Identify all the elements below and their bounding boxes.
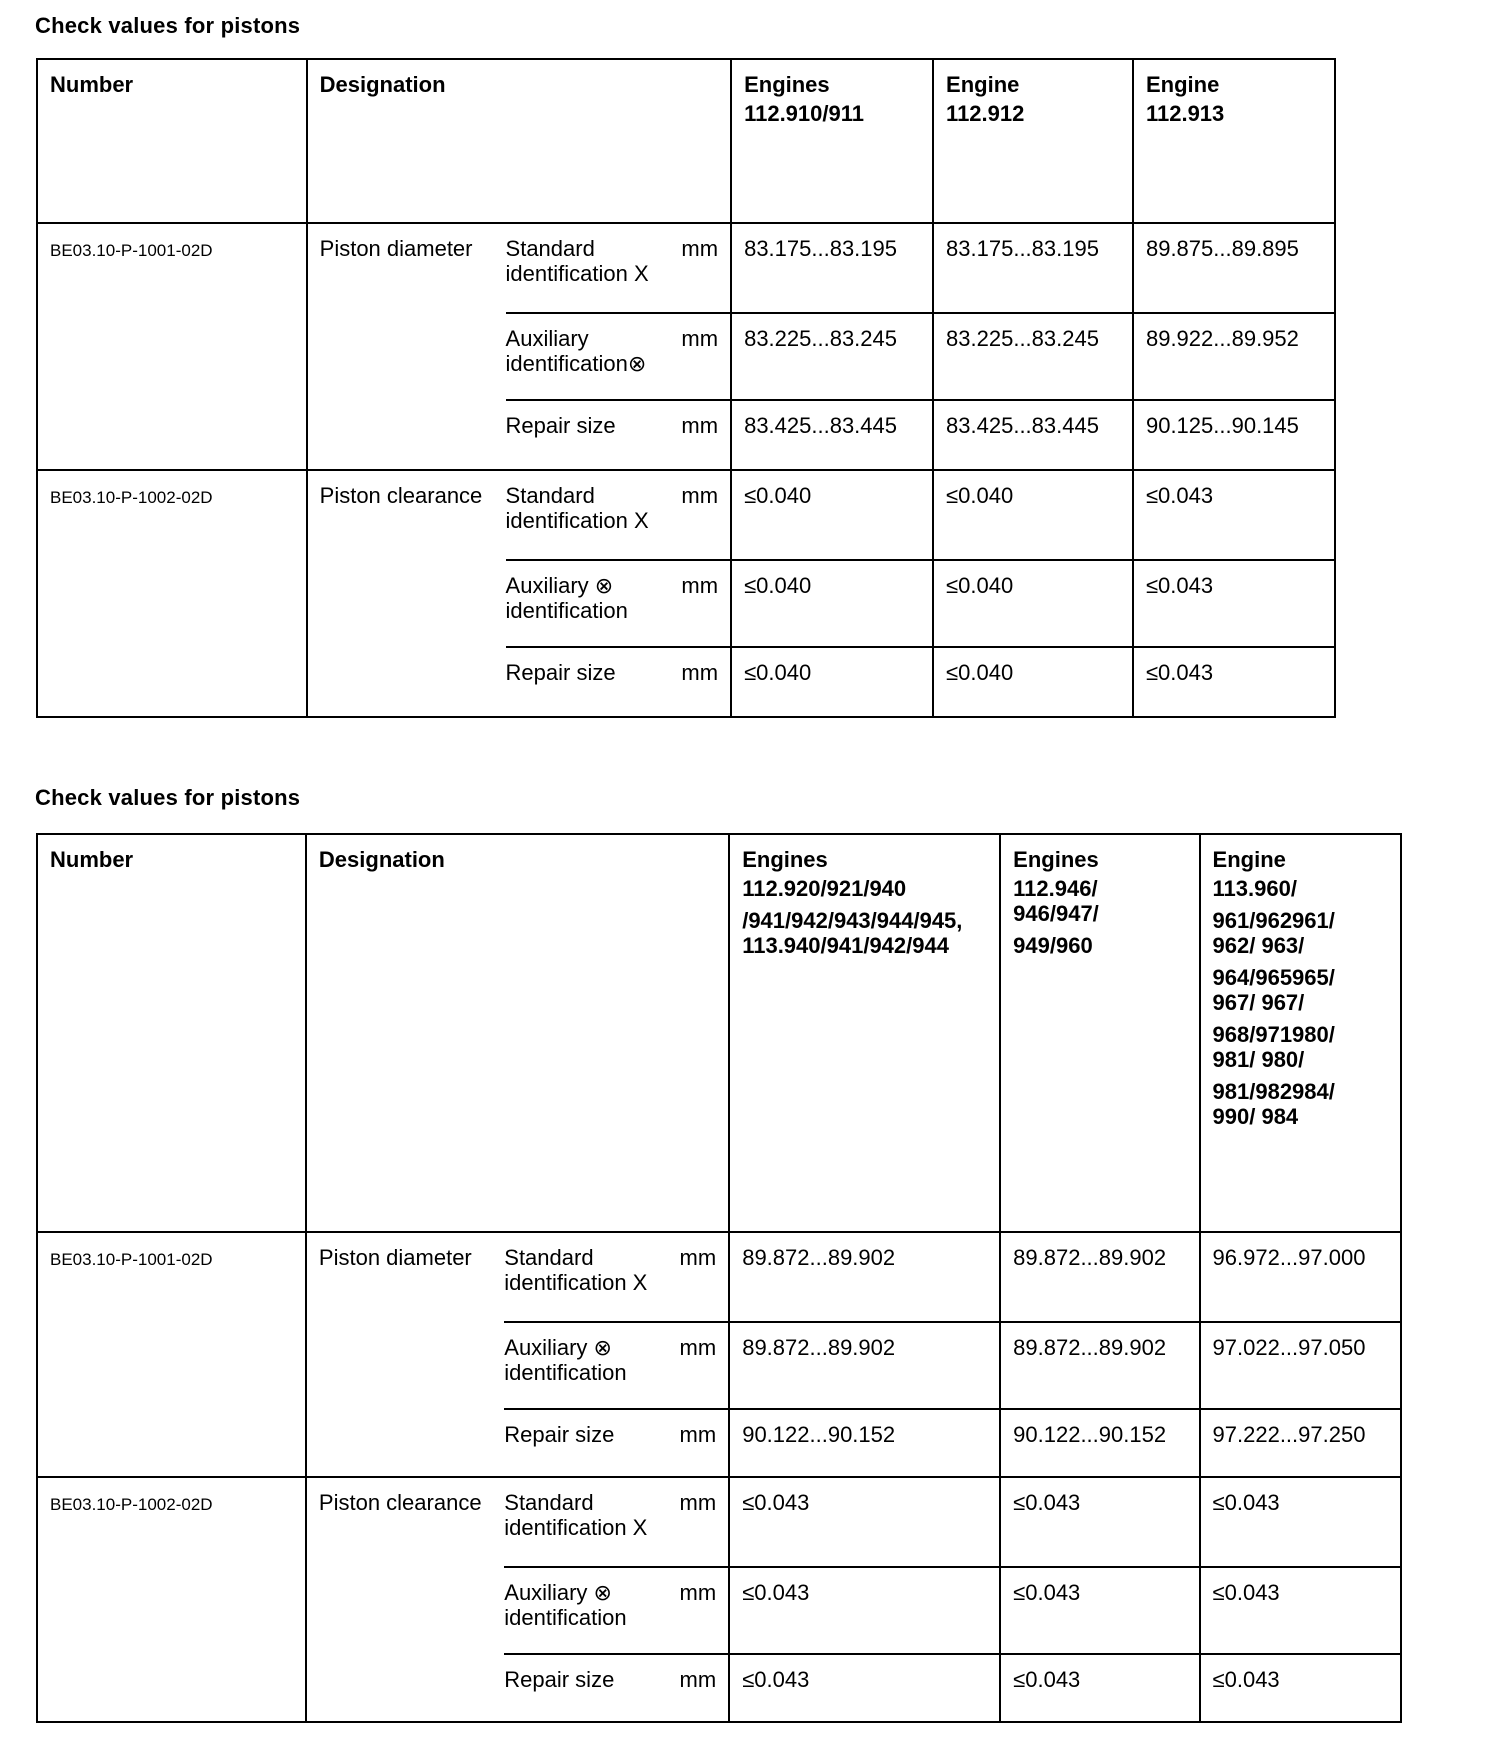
sub-designation-line: identification X	[505, 508, 649, 533]
header-number: Number	[37, 834, 306, 1232]
value-engine-1: 89.872...89.902	[729, 1322, 1000, 1409]
engine-label: Engine	[946, 72, 1020, 97]
unit: mm	[679, 560, 731, 647]
sub-designation	[504, 1322, 677, 1409]
sub-designation-line: identification X	[504, 1270, 648, 1295]
sub-designation	[504, 1477, 677, 1567]
value-engine-3: ≤0.043	[1133, 647, 1335, 717]
engine-model-list: 112.913	[1145, 101, 1225, 126]
engine-model-list: 968/971980/ 981/ 980/	[1212, 1022, 1335, 1072]
value-engine-1: 90.122...90.152	[729, 1409, 1000, 1477]
value-engine-2: ≤0.040	[933, 647, 1133, 717]
sub-designation-line: Standard	[505, 236, 595, 261]
sub-designation-line: Repair size	[504, 1667, 615, 1692]
value-engine-1: 83.225...83.245	[731, 313, 933, 400]
value-engine-2: ≤0.043	[1000, 1477, 1199, 1567]
sub-designation-line: Repair size	[505, 660, 616, 685]
engine-model-list: 112.920/921/940	[742, 876, 907, 901]
value-engine-1: ≤0.040	[731, 647, 933, 717]
header-number: Number	[37, 59, 307, 223]
header-engine-3	[1133, 59, 1335, 223]
designation: Piston diameter	[306, 1232, 504, 1477]
engine-model-list: /941/942/943/944/945, 113.940/941/942/944	[742, 908, 963, 958]
part-number: BE03.10-P-1001-02D	[37, 223, 307, 470]
unit: mm	[677, 1409, 729, 1477]
value-engine-3: 96.972...97.000	[1200, 1232, 1401, 1322]
engine-model-list: 112.910/911	[744, 101, 864, 126]
sub-designation-line: identification	[504, 1360, 627, 1385]
sub-designation-line: identification⊗	[505, 351, 647, 376]
header-designation: Designation	[306, 834, 729, 1232]
engine-model-list: 113.960/	[1212, 876, 1297, 901]
value-engine-1: 83.175...83.195	[731, 223, 933, 313]
unit: mm	[679, 223, 731, 313]
value-engine-1: ≤0.040	[731, 470, 933, 560]
value-engine-1: 89.872...89.902	[729, 1232, 1000, 1322]
value-engine-3: ≤0.043	[1200, 1654, 1401, 1722]
sub-designation-line: Repair size	[504, 1422, 615, 1447]
section-title-1: Check values for pistons	[35, 13, 301, 38]
value-engine-1: ≤0.043	[729, 1567, 1000, 1654]
part-number: BE03.10-P-1002-02D	[37, 470, 307, 717]
value-engine-2: ≤0.043	[1000, 1567, 1199, 1654]
sub-designation-line: Auxiliary ⊗	[504, 1335, 612, 1360]
value-engine-2: ≤0.040	[933, 560, 1133, 647]
sub-designation-line: Standard	[504, 1245, 594, 1270]
sub-designation-line: identification X	[505, 261, 649, 286]
sub-designation-line: Standard	[505, 483, 595, 508]
check-values-table-2	[36, 833, 1402, 1723]
value-engine-1: ≤0.043	[729, 1477, 1000, 1567]
sub-designation-line: Auxiliary	[505, 326, 589, 351]
unit: mm	[677, 1322, 729, 1409]
data-row	[37, 470, 1335, 560]
header-engine-1	[729, 834, 1000, 1232]
data-row	[37, 1232, 1401, 1322]
header-engine-2	[1000, 834, 1199, 1232]
sub-designation-line: identification	[505, 598, 628, 623]
sub-designation-line: Repair size	[505, 413, 616, 438]
unit: mm	[679, 470, 731, 560]
engine-label: Engines	[1013, 847, 1099, 872]
header-engine-2	[933, 59, 1133, 223]
value-engine-3: 90.125...90.145	[1133, 400, 1335, 470]
sub-designation	[506, 223, 679, 313]
sub-designation	[504, 1567, 677, 1654]
sub-designation	[506, 470, 679, 560]
engine-label: Engine	[1145, 72, 1220, 97]
engine-model-list: 961/962961/ 962/ 963/	[1212, 908, 1335, 958]
engine-model-list: 112.912	[946, 101, 1025, 126]
sub-designation	[506, 560, 679, 647]
part-number: BE03.10-P-1002-02D	[37, 1477, 306, 1722]
sub-designation	[506, 647, 679, 717]
value-engine-3: 97.222...97.250	[1200, 1409, 1401, 1477]
value-engine-2: 83.425...83.445	[933, 400, 1133, 470]
engine-model-list: 112.946/ 946/947/	[1013, 876, 1099, 926]
engine-label: Engines	[742, 847, 828, 872]
check-values-table-1	[36, 58, 1336, 718]
value-engine-1: 83.425...83.445	[731, 400, 933, 470]
header-row	[37, 59, 1335, 223]
value-engine-3: ≤0.043	[1200, 1477, 1401, 1567]
engine-label: Engine	[1212, 847, 1286, 872]
sub-designation-line: Standard	[504, 1490, 594, 1515]
designation: Piston clearance	[306, 1477, 504, 1722]
engine-model-list: 964/965965/ 967/ 967/	[1212, 965, 1335, 1015]
unit: mm	[679, 400, 731, 470]
header-engine-3	[1200, 834, 1401, 1232]
sub-designation-line: Auxiliary ⊗	[504, 1580, 612, 1605]
engine-label: Engines	[744, 72, 830, 97]
section-title-2: Check values for pistons	[35, 785, 301, 810]
value-engine-1: ≤0.043	[729, 1654, 1000, 1722]
value-engine-2: 83.225...83.245	[933, 313, 1133, 400]
value-engine-3: 89.875...89.895	[1133, 223, 1335, 313]
sub-designation	[504, 1232, 677, 1322]
sub-designation-line: Auxiliary ⊗	[505, 573, 614, 598]
unit: mm	[677, 1654, 729, 1722]
data-row	[37, 1477, 1401, 1567]
part-number: BE03.10-P-1001-02D	[37, 1232, 306, 1477]
unit: mm	[677, 1477, 729, 1567]
unit: mm	[677, 1232, 729, 1322]
sub-designation	[506, 400, 679, 470]
sub-designation	[504, 1654, 677, 1722]
sub-designation	[506, 313, 679, 400]
engine-model-list: 981/982984/ 990/ 984	[1212, 1079, 1335, 1129]
value-engine-3: ≤0.043	[1133, 470, 1335, 560]
sub-designation	[504, 1409, 677, 1477]
engine-model-list: 949/960	[1013, 933, 1093, 958]
unit: mm	[679, 313, 731, 400]
header-engine-1	[731, 59, 933, 223]
value-engine-3: 89.922...89.952	[1133, 313, 1335, 400]
value-engine-3: ≤0.043	[1200, 1567, 1401, 1654]
value-engine-3: 97.022...97.050	[1200, 1322, 1401, 1409]
value-engine-2: ≤0.040	[933, 470, 1133, 560]
header-designation: Designation	[307, 59, 731, 223]
value-engine-2: ≤0.043	[1000, 1654, 1199, 1722]
value-engine-2: 89.872...89.902	[1000, 1232, 1199, 1322]
designation: Piston clearance	[307, 470, 506, 717]
designation: Piston diameter	[307, 223, 506, 470]
unit: mm	[677, 1567, 729, 1654]
sub-designation-line: identification	[504, 1605, 627, 1630]
header-row	[37, 834, 1401, 1232]
value-engine-3: ≤0.043	[1133, 560, 1335, 647]
data-row	[37, 223, 1335, 313]
unit: mm	[679, 647, 731, 717]
sub-designation-line: identification X	[504, 1515, 648, 1540]
value-engine-2: 83.175...83.195	[933, 223, 1133, 313]
value-engine-2: 89.872...89.902	[1000, 1322, 1199, 1409]
value-engine-1: ≤0.040	[731, 560, 933, 647]
value-engine-2: 90.122...90.152	[1000, 1409, 1199, 1477]
